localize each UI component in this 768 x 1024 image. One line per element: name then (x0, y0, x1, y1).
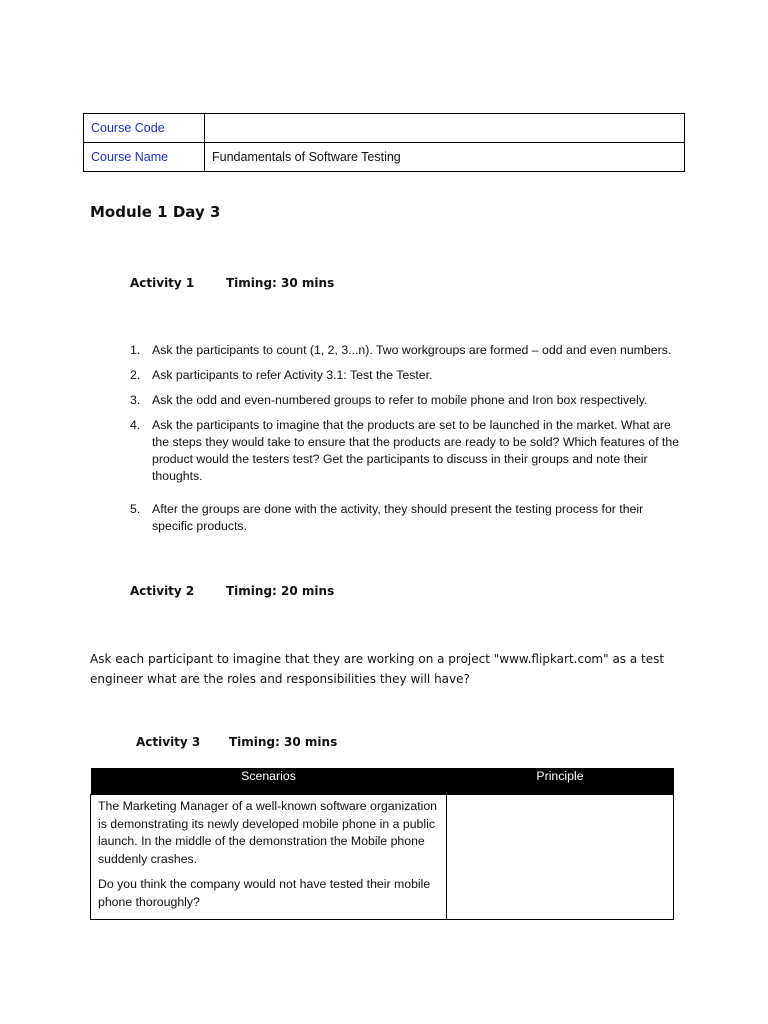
course-info-table (83, 113, 685, 172)
list-item (120, 367, 680, 384)
table-row (91, 795, 674, 920)
list-item (120, 342, 680, 359)
activity-3-label: Activity 3 (136, 735, 201, 749)
step-number: 4. (130, 418, 141, 432)
activity-3-header (136, 735, 338, 749)
list-item (120, 392, 680, 409)
activity-2-label: Activity 2 (130, 584, 195, 598)
step-text: Ask participants to refer Activity 3.1: Test the Tester. (152, 368, 433, 382)
activity-1-label: Activity 1 (130, 276, 195, 290)
step-number: 5. (130, 502, 141, 516)
course-code-label: Course Code (84, 114, 205, 143)
step-number: 2. (130, 368, 141, 382)
activity-1-steps (120, 342, 680, 543)
list-item (120, 417, 680, 485)
scenarios-header: Scenarios (91, 768, 447, 795)
list-item (120, 501, 680, 535)
activity-2-description: Ask each participant to imagine that they are working on a project "www.flipkart.com" as a test engineer what are the roles and responsibilities they will have? (90, 652, 665, 686)
course-code-row (84, 114, 685, 143)
step-number: 1. (130, 343, 141, 357)
course-code-value (205, 114, 685, 143)
activity-1-header (130, 276, 335, 290)
page-title: Module 1 Day 3 (90, 203, 221, 221)
activity-2-timing: Timing: 20 mins (226, 584, 335, 598)
step-text: Ask the participants to imagine that the products are set to be launched in the market. What are the steps they would take to ensure that the products are ready to be sold? Which features of the product would the testers test? Get the participants to discuss in their groups and note their thoughts. (152, 418, 680, 483)
activity-3-timing: Timing: 30 mins (229, 735, 338, 749)
scenario-cell (91, 795, 447, 920)
step-text: Ask the participants to count (1, 2, 3...n). Two workgroups are formed – odd and even numbers. (152, 343, 672, 357)
scenario-description: The Marketing Manager of a well-known software organization is demonstrating its newly developed mobile phone in a public launch. In the middle of the demonstration the Mobile phone suddenly crashes. (98, 799, 438, 866)
step-number: 3. (130, 393, 141, 407)
scenario-table (90, 768, 674, 920)
scenario-question: Do you think the company would not have tested their mobile phone thoroughly? (98, 877, 431, 909)
course-name-value: Fundamentals of Software Testing (205, 143, 685, 172)
principle-cell (447, 795, 674, 920)
course-name-row (84, 143, 685, 172)
activity-1-timing: Timing: 30 mins (226, 276, 335, 290)
activity-2-header (130, 584, 335, 598)
step-text: Ask the odd and even-numbered groups to refer to mobile phone and Iron box respectively. (152, 393, 648, 407)
principle-header: Principle (447, 768, 674, 795)
course-name-label: Course Name (84, 143, 205, 172)
table-header-row (91, 768, 674, 795)
step-text: After the groups are done with the activity, they should present the testing process for their specific products. (152, 502, 644, 533)
